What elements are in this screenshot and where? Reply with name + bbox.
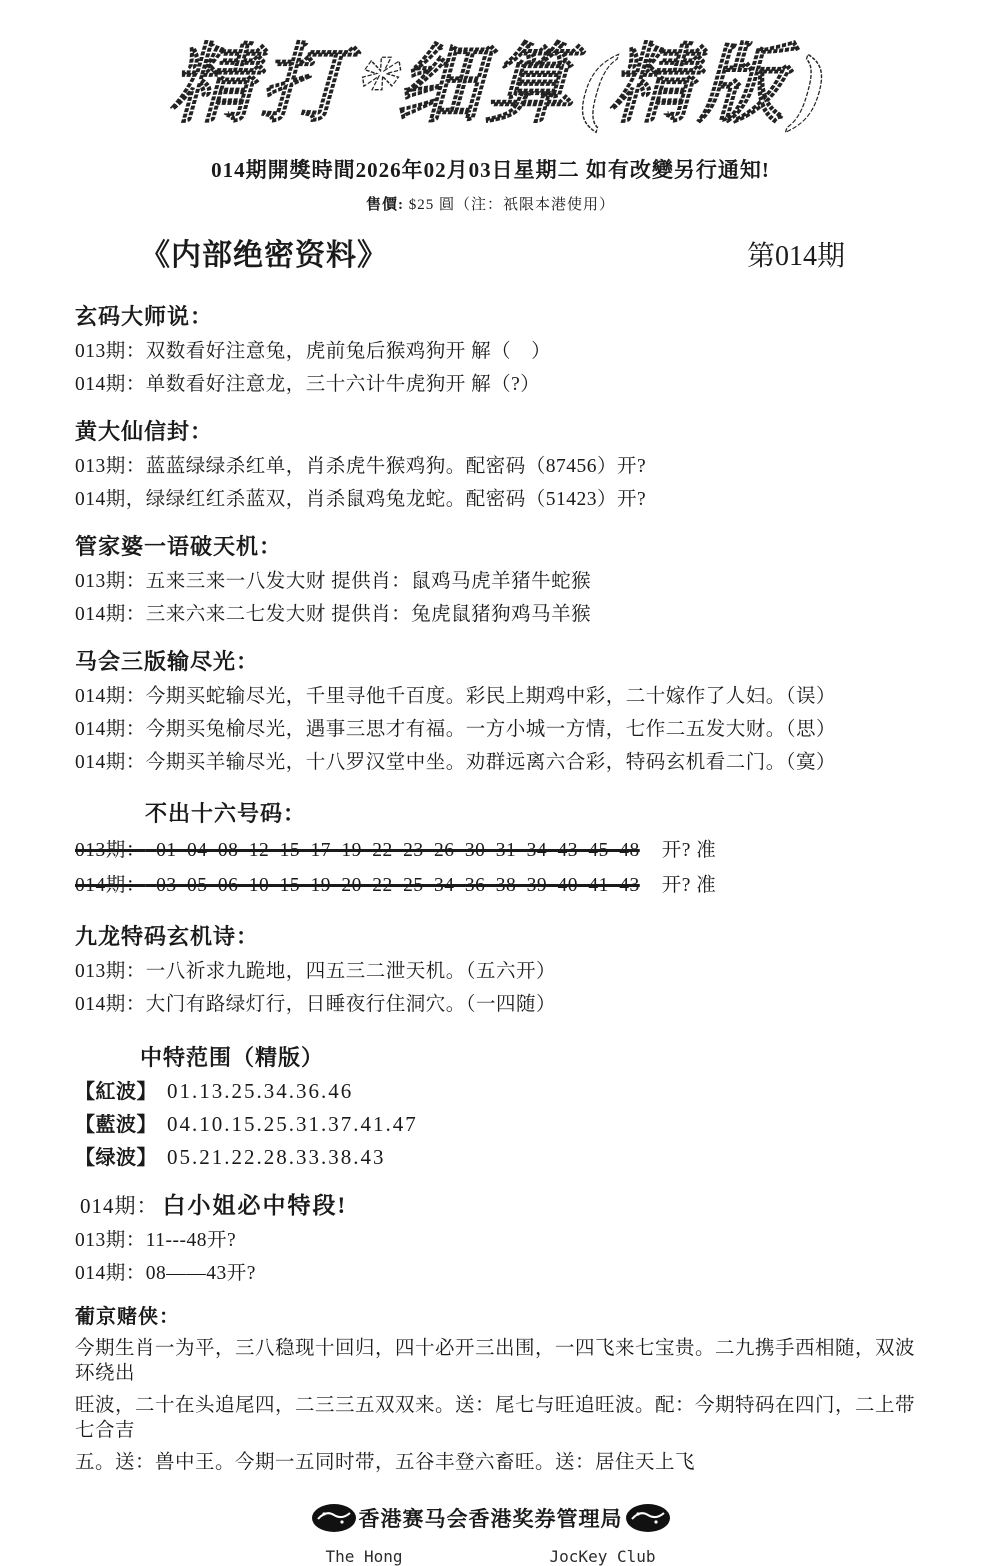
masthead-calligraphy <box>131 22 851 146</box>
excluded-numbers: 01 04 08 12 15 17 19 22 23 26 30 31 34 43 45 48 <box>156 840 640 861</box>
section-heading-jiulong: 九龙特码玄机诗： <box>75 924 260 949</box>
baixiaojie-heading-row <box>80 1187 981 1220</box>
section-heading-zhongte: 中特范围（精版） <box>140 1045 325 1070</box>
wave-numbers-blue: 04.10.15.25.31.37.41.47 <box>167 1112 418 1136</box>
price-value: $25 圓（注：祇限本港使用） <box>408 197 615 213</box>
tip-line: 014期，绿绿红红杀蓝双，肖杀鼠鸡兔龙蛇。配密码（51423）开? <box>75 489 647 510</box>
footer-org-name: 香港赛马会香港奖券管理局 <box>358 1507 623 1531</box>
excluded-numbers-struck <box>75 840 640 861</box>
tip-line: 014期：今期买蛇输尽光，千里寻他千百度。彩民上期鸡中彩，二十嫁作了人妇。（误） <box>75 686 837 707</box>
tip-line: 014期：08——43开? <box>75 1263 256 1284</box>
doc-title-row <box>140 230 845 274</box>
jockey-club-emblem-icon <box>625 1503 671 1533</box>
tip-line: 013期：蓝蓝绿绿杀红单，肖杀虎牛猴鸡狗。配密码（87456）开? <box>75 456 647 477</box>
row-result: 开? 准 <box>661 840 717 861</box>
tip-sheet-page <box>0 22 981 1566</box>
doc-title: 《内部绝密资料》 <box>140 239 388 272</box>
tip-line: 013期：五来三来一八发大财 提供肖：鼠鸡马虎羊猪牛蛇猴 <box>75 571 592 592</box>
row-prefix: 014期： <box>75 875 146 896</box>
price-label: 售價: <box>365 197 404 213</box>
tip-line: 014期：今期买兔榆尽光，遇事三思才有福。一方小城一方情，七作二五发大财。（思） <box>75 719 837 740</box>
wave-numbers-red: 01.13.25.34.36.46 <box>167 1079 354 1103</box>
tip-line: 013期：一八祈求九跪地，四五三二泄天机。（五六开） <box>75 961 557 982</box>
draw-notice: 014期開獎時間2026年02月03日星期二 如有改變另行通知! <box>211 158 770 182</box>
section-heading-pujing: 葡京赌侠： <box>75 1306 180 1328</box>
tip-line: 013期：双数看好注意兔，虎前兔后猴鸡狗开 解（ ） <box>75 341 552 362</box>
footer <box>0 1503 981 1533</box>
tip-line: 014期：大门有路绿灯行，日睡夜行住洞穴。（一四随） <box>75 994 557 1015</box>
masthead <box>0 22 981 150</box>
footer-english-left: The Hong <box>325 1547 403 1566</box>
wave-label-green: 【绿波】 <box>75 1147 157 1169</box>
section-heading-huangdaxian: 黄大仙信封： <box>75 419 214 444</box>
wave-row-red <box>75 1079 926 1105</box>
wave-row-green <box>75 1145 926 1171</box>
price-line <box>0 193 981 214</box>
section-heading-mahui: 马会三版输尽光： <box>75 649 260 674</box>
section-heading-buchu: 不出十六号码： <box>145 801 307 826</box>
excluded-numbers-struck <box>75 875 640 896</box>
jockey-club-emblem-icon <box>311 1503 357 1533</box>
masthead-title: 精打*细算(精版) <box>162 37 843 133</box>
verse-line: 旺波，二十在头追尾四，二三三五双双来。送：尾七与旺追旺波。配：今期特码在四门，二上带七合吉 <box>75 1395 916 1441</box>
tip-line: 014期：今期买羊输尽光，十八罗汉堂中坐。劝群远离六合彩，特码玄机看二门。（寞） <box>75 752 837 773</box>
tip-line: 014期：单数看好注意龙，三十六计牛虎狗开 解（?） <box>75 374 541 395</box>
footer-english-right: JocKey Club <box>549 1547 656 1566</box>
wave-row-blue <box>75 1112 926 1138</box>
verse-line: 今期生肖一为平，三八稳现十回归，四十必开三出围，一四飞来七宝贵。二九携手西相随，双波环绕出 <box>75 1338 916 1384</box>
excluded-numbers-row <box>75 873 926 898</box>
verse-line: 五。送：兽中王。今期一五同时带，五谷丰登六畜旺。送：居住天上飞 <box>75 1452 696 1473</box>
baixiaojie-title: 白小姐必中特段! <box>162 1193 348 1218</box>
baixiaojie-prefix: 014期： <box>80 1194 159 1218</box>
row-result: 开? 准 <box>661 875 717 896</box>
wave-numbers-green: 05.21.22.28.33.38.43 <box>167 1145 386 1169</box>
section-heading-guanjiapo: 管家婆一语破天机： <box>75 534 283 559</box>
excluded-numbers: 03 05 06 10 15 19 20 22 25 34 36 38 39 40 41 43 <box>156 875 640 896</box>
row-prefix: 013期： <box>75 840 146 861</box>
footer-english-row <box>326 1547 656 1566</box>
wave-label-blue: 【藍波】 <box>75 1114 157 1136</box>
tip-line: 013期：11---48开? <box>75 1230 237 1251</box>
tip-line: 014期：三来六来二七发大财 提供肖：兔虎鼠猪狗鸡马羊猴 <box>75 604 592 625</box>
section-heading-xuanma: 玄码大师说： <box>75 304 214 329</box>
excluded-numbers-row <box>75 838 926 863</box>
wave-label-red: 【紅波】 <box>75 1081 157 1103</box>
issue-number: 第014期 <box>746 241 845 272</box>
